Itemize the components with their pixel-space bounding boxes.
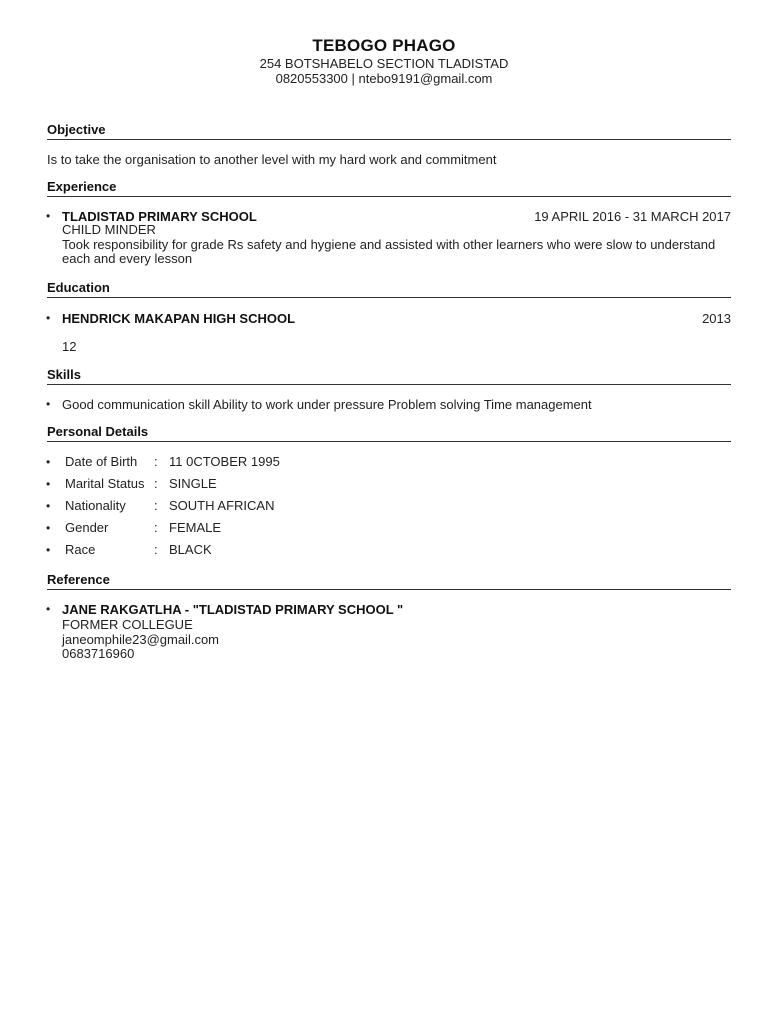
reference-phone: 0683716960 xyxy=(62,646,135,661)
personal-label: Race xyxy=(65,542,96,557)
candidate-address: 254 BOTSHABELO SECTION TLADISTAD xyxy=(259,56,509,71)
section-title-objective xyxy=(47,122,731,140)
bullet-icon: • xyxy=(46,397,51,411)
reference-title: Reference xyxy=(47,572,110,587)
bullet-icon: • xyxy=(46,477,51,491)
personal-title: Personal Details xyxy=(47,424,149,439)
education-school: HENDRICK MAKAPAN HIGH SCHOOL xyxy=(62,311,296,326)
section-title-skills xyxy=(47,367,731,385)
section-title-reference xyxy=(47,572,731,590)
experience-description: Took responsibility for grade Rs safety and hygiene and assisted with other learners who were slow to understand each and every lesson xyxy=(62,236,716,266)
reference-relation: FORMER COLLEGUE xyxy=(62,617,193,632)
personal-label: Nationality xyxy=(65,498,126,513)
colon-separator: : xyxy=(154,476,158,491)
candidate-name: TEBOGO PHAGO xyxy=(312,36,456,55)
bullet-icon: • xyxy=(46,521,51,535)
candidate-contact: 0820553300 | ntebo9191@gmail.com xyxy=(275,71,493,86)
bullet-icon: • xyxy=(46,311,51,325)
personal-value: SOUTH AFRICAN xyxy=(169,498,275,513)
colon-separator: : xyxy=(154,542,158,557)
personal-value: BLACK xyxy=(169,542,212,557)
personal-value: 11 0CTOBER 1995 xyxy=(169,454,280,469)
experience-employer: TLADISTAD PRIMARY SCHOOL xyxy=(62,209,257,224)
colon-separator: : xyxy=(154,520,158,535)
education-year: 2013 xyxy=(702,311,731,326)
reference-email: janeomphile23@gmail.com xyxy=(62,631,219,647)
bullet-icon: • xyxy=(46,499,51,513)
bullet-icon: • xyxy=(46,602,51,616)
personal-label: Gender xyxy=(65,520,109,535)
section-title-education xyxy=(47,280,731,298)
education-title: Education xyxy=(47,280,110,295)
personal-value: SINGLE xyxy=(169,476,217,491)
education-grade: 12 xyxy=(62,339,77,354)
objective-text: Is to take the organisation to another level with my hard work and commitment xyxy=(47,152,497,167)
reference-name: JANE RAKGATLHA - "TLADISTAD PRIMARY SCHOOL " xyxy=(62,602,404,617)
objective-title: Objective xyxy=(47,122,106,137)
personal-label: Date of Birth xyxy=(65,454,138,469)
personal-value: FEMALE xyxy=(169,520,222,535)
skills-title: Skills xyxy=(47,367,81,382)
reference-details xyxy=(62,618,722,662)
colon-separator: : xyxy=(154,498,158,513)
experience-dates: 19 APRIL 2016 - 31 MARCH 2017 xyxy=(534,209,731,224)
resume-header xyxy=(0,36,768,86)
bullet-icon: • xyxy=(46,209,51,223)
personal-label: Marital Status xyxy=(65,476,145,491)
experience-title: Experience xyxy=(47,179,117,194)
bullet-icon: • xyxy=(46,455,51,469)
experience-details xyxy=(62,223,722,267)
bullet-icon: • xyxy=(46,543,51,557)
skills-item: Good communication skill Ability to work under pressure Problem solving Time management xyxy=(62,397,592,412)
experience-role: CHILD MINDER xyxy=(62,222,156,237)
section-title-personal-details xyxy=(47,424,731,442)
colon-separator: : xyxy=(154,454,158,469)
section-title-experience xyxy=(47,179,731,197)
